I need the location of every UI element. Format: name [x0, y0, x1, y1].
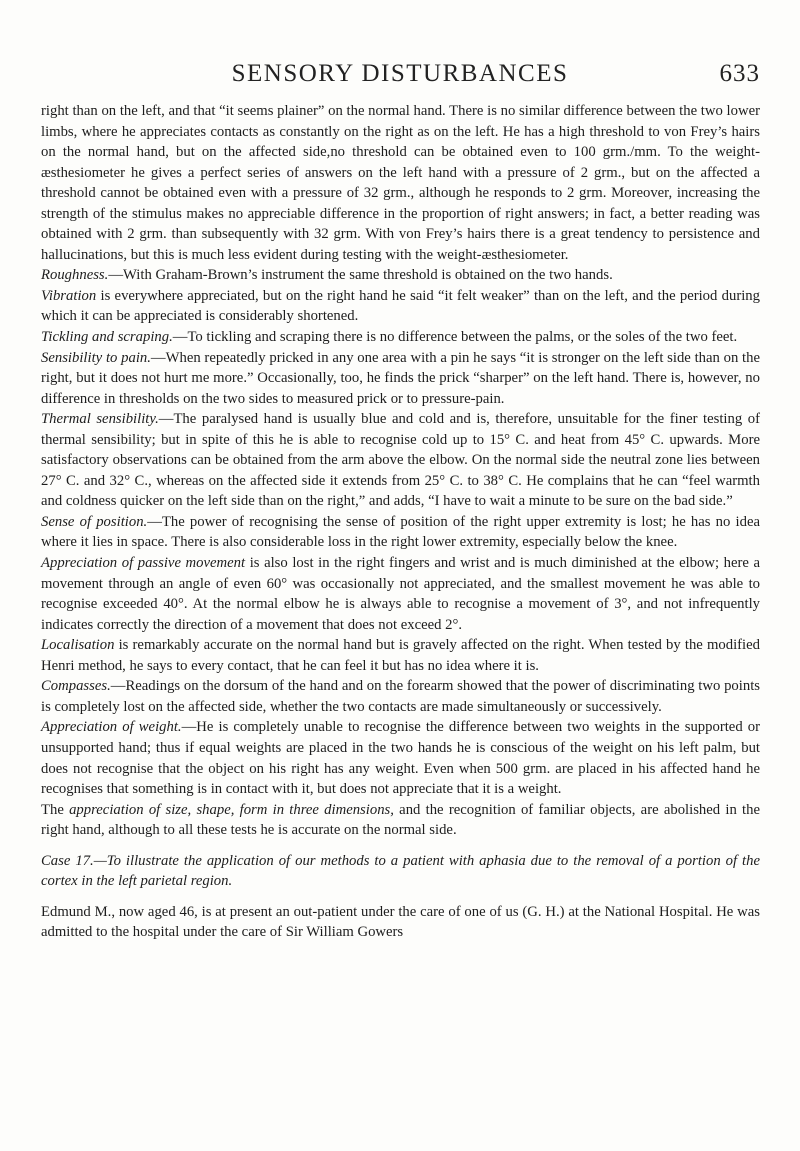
paragraph-lead: Sense of position.	[41, 513, 148, 530]
running-title: SENSORY DISTURBANCES	[231, 60, 569, 87]
paragraph-lead: Tickling and scraping.	[41, 329, 173, 346]
paragraph-passive-movement: Appreciation of passive movement is also lost in the right fingers and wrist and is much diminished at the elbow; here a movement through an angle of even 60° was occasionally not appreciated, and the smallest movement he was able to recognise exceeded 40°. At the normal elbow he is always able to recognise a movement of 3°, and not infrequently indicates correctly the direction of a movement that does not exceed 2°.	[41, 555, 761, 633]
paragraph-lead: Localisation	[41, 637, 115, 654]
paragraph-thermal: Thermal sensibility.—The paralysed hand is usually blue and cold and is, therefore, unsuitable for the finer testing of thermal sensibility; but in spite of this he is able to recognise cold up to 15° C. and heat from 45° C. upwards. More satisfactory observations can be obtained from the arm above the elbow. On the normal side the neutral zone lies between 27° C. and 32° C., whereas on the affected side it extends from 25° C. to 38° C. He complains that he can “feel warmth and coldness quicker on the left side than on the right,” and adds, “I have to wait a minute to be sure on the bad side.”	[41, 411, 760, 510]
paragraph-lead: Sensibility to pain.	[41, 349, 151, 366]
paragraph-lead: Appreciation of passive movement	[41, 555, 246, 572]
paragraph-lead: Thermal sensibility.	[41, 411, 159, 428]
page-number: 633	[719, 60, 760, 87]
body-text	[41, 101, 760, 943]
paragraph-localisation: Localisation is remarkably accurate on the normal hand but is gravely affected on the right. When tested by the modified Henri method, he says to every contact, that he can feel it but has no idea where it is.	[41, 637, 760, 674]
paragraph-size-shape: The appreciation of size, shape, form in three dimensions, and the recognition of familiar objects, are abolished in the right hand, although to all these tests he is accurate on the normal side.	[41, 801, 760, 839]
paragraph-lead: Vibration	[41, 287, 97, 304]
paragraph-vibration: Vibration is everywhere appreciated, but on the right hand he said “it felt weaker” than on the left, and the period during which it can be appreciated is considerably shortened.	[41, 287, 760, 325]
paragraph-compasses: Compasses.—Readings on the dorsum of the hand and on the forearm showed that the power of discriminating two points is completely lost on the affected side, whether the two contacts are made simultaneously or successively.	[41, 678, 760, 715]
paragraph-lead: appreciation of size, shape, form in three dimensions,	[69, 801, 394, 818]
case-heading: Case 17.—To illustrate the application of our methods to a patient with aphasia due to the removal of a portion of the cortex in the left parietal region.	[41, 852, 760, 890]
paragraph-position: Sense of position.—The power of recognising the sense of position of the right upper extremity is lost; he has no idea where it lies in space. There is also considerable loss in the right lower extremity, especially below the knee.	[41, 513, 760, 551]
paragraph-continuation: right than on the left, and that “it seems plainer” on the normal hand. There is no similar difference between the two lower limbs, where he appreciates contacts as constantly on the right as on the left. He has a high threshold to von Frey’s hairs on the normal hand, but on the affected side,no threshold can be obtained even to 100 grm./mm. To the weight-æsthesiometer he gives a perfect series of answers on the left hand with a pressure of 2 grm., but on the affected a threshold cannot be obtained even with a pressure of 32 grm., although he responds to 2 grm. Moreover, increasing the strength of the stimulus makes no appreciable difference in the proportion of right answers; in fact, a better reading was obtained with 2 grm. than subsequently with 32 grm. With von Frey’s hairs there is a great tendency to persistence and hallucinations, but this is much less evident during testing with the weight-æsthesiometer.	[41, 103, 760, 263]
paragraph-lead: Compasses.	[41, 678, 111, 695]
paragraph-lead: Roughness.	[41, 267, 109, 284]
case-paragraph: Edmund M., now aged 46, is at present an out-patient under the care of one of us (G. H.) at the National Hospital. He was admitted to the hospital under the care of Sir William Gowers	[41, 903, 760, 941]
paragraph-roughness: Roughness.—With Graham-Brown’s instrument the same threshold is obtained on the two hands.	[41, 267, 613, 284]
paragraph-lead: Appreciation of weight.	[41, 719, 182, 736]
paragraph-tickling: Tickling and scraping.—To tickling and scraping there is no difference between the palms, or the soles of the two feet.	[41, 329, 738, 346]
running-head	[40, 60, 760, 90]
paragraph-pain: Sensibility to pain.—When repeatedly pricked in any one area with a pin he says “it is stronger on the left side than on the right, but it does not hurt me more.” Occasionally, too, he finds the prick “sharper” on the left hand. There is, however, no difference in thresholds on the two sides to measured prick or to pressure-pain.	[41, 349, 760, 407]
paragraph-weight: Appreciation of weight.—He is completely unable to recognise the difference between two weights in the supported or unsupported hand; thus if equal weights are placed in the two hands he is conscious of the weight on his left palm, but does not recognise that the object on his right has any weight. Even when 500 grm. are placed in his affected hand he recognises that something is in contact with it, but does not appreciate that it is a weight.	[41, 719, 760, 798]
